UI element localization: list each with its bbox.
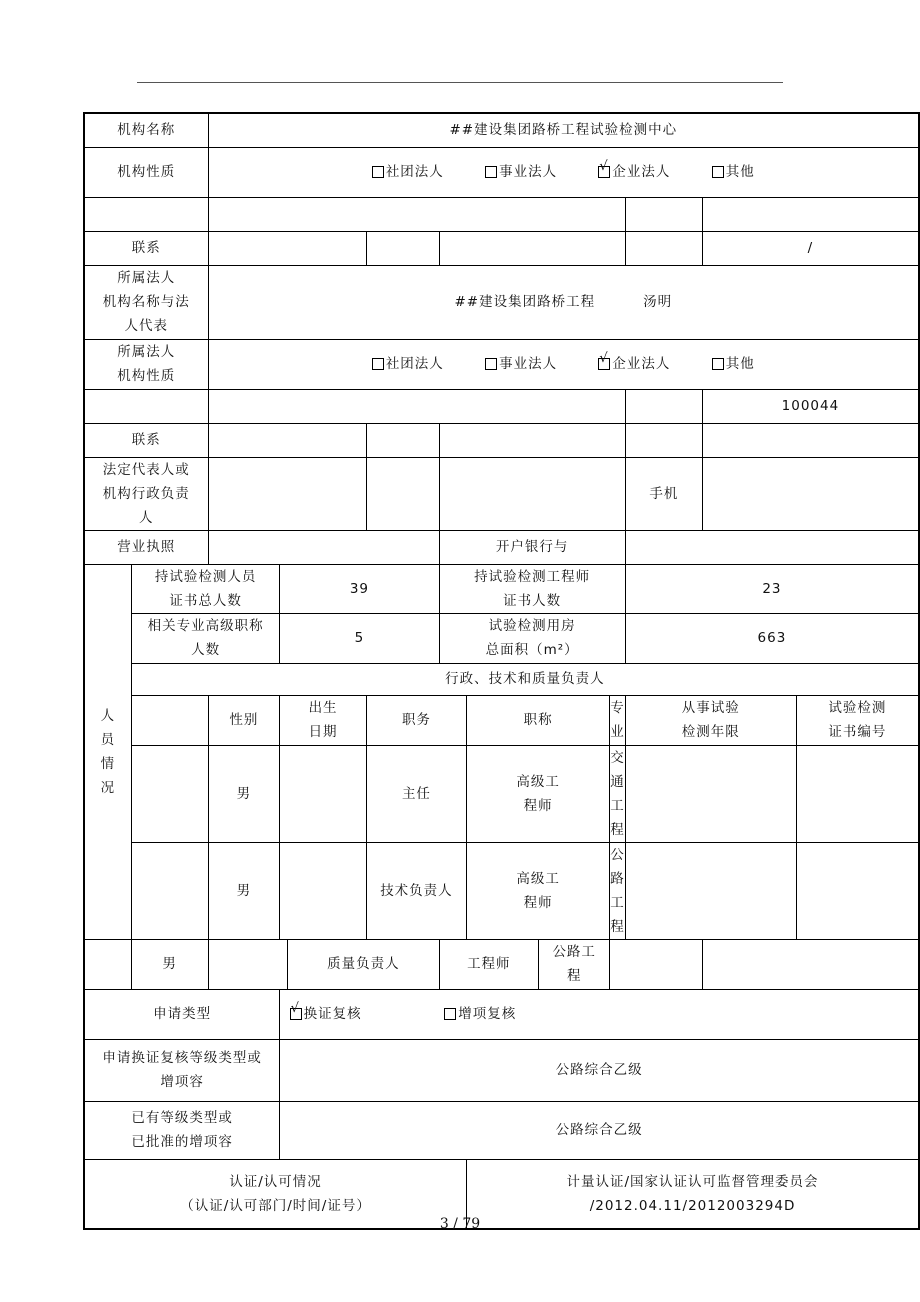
row-apply-grade: [84, 1039, 919, 1101]
legal-rep-name: [208, 457, 366, 530]
engineer-count-value: 23: [625, 564, 919, 613]
staff-section-label: 人 员 情 况: [84, 564, 131, 939]
phone-value: [439, 231, 625, 265]
cert-total-label: 持试验检测人员 证书总人数: [131, 564, 280, 613]
leader-years: [625, 745, 796, 842]
leader-birth: [208, 939, 288, 989]
org-nature-label: 机构性质: [84, 147, 208, 197]
leader-years: [625, 842, 796, 939]
row-parent-contact: [84, 423, 919, 457]
checkbox-icon: [372, 166, 384, 178]
phone-label: [366, 231, 439, 265]
org-name-value: ##建设集团路桥工程试验检测中心: [208, 113, 919, 147]
leader-major: 公路工 程: [610, 842, 626, 939]
existing-grade-label: 已有等级类型或 已批准的增项容: [84, 1101, 280, 1159]
row-contact: [84, 231, 919, 265]
contact-label: 联系: [84, 231, 208, 265]
row-existing-grade: [84, 1101, 919, 1159]
license-value: [208, 530, 439, 564]
parent-address-value: [208, 389, 625, 423]
area-value: 663: [625, 613, 919, 663]
parent-option-enterprise[interactable]: √ 企业法人: [598, 352, 670, 376]
parent-nature-label: 所属法人 机构性质: [84, 339, 208, 389]
parent-option-other[interactable]: 其他: [712, 352, 755, 376]
row-legal-rep: [84, 457, 919, 530]
address-value: [208, 197, 625, 231]
row-address: [84, 197, 919, 231]
checked-checkbox-icon: [598, 358, 610, 370]
table-row: [84, 939, 919, 989]
parent-contact-person: [208, 423, 366, 457]
address-label: [84, 197, 208, 231]
senior-count-label: 相关专业高级职称 人数: [131, 613, 280, 663]
mobile-value: [702, 457, 919, 530]
header-duty: 职务: [366, 695, 466, 745]
checked-checkbox-icon: [598, 166, 610, 178]
leader-birth: [280, 842, 366, 939]
parent-postcode-value: 100044: [702, 389, 919, 423]
legal-rep-title: [439, 457, 625, 530]
leader-name: [84, 939, 131, 989]
leader-major: 交通工 程: [610, 745, 626, 842]
header-gender: 性别: [208, 695, 280, 745]
header-years: 从事试验 检测年限: [625, 695, 796, 745]
engineer-count-label: 持试验检测工程师 证书人数: [439, 564, 625, 613]
header-title: 职称: [467, 695, 610, 745]
leader-cert-no: [702, 939, 919, 989]
parent-org-value: [208, 265, 919, 339]
bank-value: [625, 530, 919, 564]
nature-option-social[interactable]: 社团法人: [372, 160, 444, 184]
leader-years: [610, 939, 703, 989]
row-license: [84, 530, 919, 564]
mobile-label: 手机: [625, 457, 702, 530]
senior-count-value: 5: [280, 613, 439, 663]
leader-name: [131, 842, 208, 939]
leader-title: 高级工 程师: [467, 745, 610, 842]
apply-type-label: 申请类型: [84, 989, 280, 1039]
checkbox-icon: [485, 358, 497, 370]
table-row: [84, 745, 919, 842]
parent-postcode-label: [625, 389, 702, 423]
header-cert-no: 试验检测 证书编号: [796, 695, 919, 745]
parent-option-public[interactable]: 事业法人: [485, 352, 557, 376]
row-parent-address: [84, 389, 919, 423]
leader-duty: 质量负责人: [288, 939, 439, 989]
leader-duty: 技术负责人: [366, 842, 466, 939]
leader-name: [131, 745, 208, 842]
fax-label: [625, 231, 702, 265]
certification-label: 认证/认可情况 （认证/认可部门/时间/证号）: [84, 1159, 467, 1229]
apply-option-renewal[interactable]: √ 换证复核: [290, 1002, 362, 1026]
leader-title: 工程师: [439, 939, 539, 989]
header-birth: 出生 日期: [280, 695, 366, 745]
legal-rep-label: 法定代表人或 机构行政负责 人: [84, 457, 208, 530]
apply-grade-value: 公路综合乙级: [280, 1039, 919, 1101]
leader-gender: 男: [208, 745, 280, 842]
postcode-value: [702, 197, 919, 231]
checked-checkbox-icon: [290, 1008, 302, 1020]
parent-org-rep: 汤明: [643, 294, 673, 310]
certification-value: 计量认证/国家认证认可监督管理委员会 /2012.04.11/2012003294D: [467, 1159, 919, 1229]
parent-org-name: ##建设集团路桥工程: [454, 294, 596, 310]
apply-option-addition[interactable]: 增项复核: [444, 1002, 516, 1026]
parent-fax-label: [625, 423, 702, 457]
leaders-title: 行政、技术和质量负责人: [131, 663, 919, 695]
row-parent-org: [84, 265, 919, 339]
row-leaders-title: [84, 663, 919, 695]
license-label: 营业执照: [84, 530, 208, 564]
table-row: [84, 842, 919, 939]
application-form: [83, 112, 920, 1230]
org-name-label: 机构名称: [84, 113, 208, 147]
leader-birth: [280, 745, 366, 842]
contact-person: [208, 231, 366, 265]
apply-type-options: [280, 989, 919, 1039]
checkbox-icon: [712, 166, 724, 178]
checkbox-icon: [712, 358, 724, 370]
parent-fax-value: [702, 423, 919, 457]
nature-option-public[interactable]: 事业法人: [485, 160, 557, 184]
checkbox-icon: [372, 358, 384, 370]
parent-org-label: 所属法人 机构名称与法 人代表: [84, 265, 208, 339]
postcode-label: [625, 197, 702, 231]
cert-total-value: 39: [280, 564, 439, 613]
org-nature-options: [208, 147, 919, 197]
row-staff-certs: [84, 564, 919, 613]
leader-gender: 男: [208, 842, 280, 939]
header-major: 专业: [610, 695, 626, 745]
parent-phone-value: [439, 423, 625, 457]
leader-cert-no: [796, 745, 919, 842]
leader-title: 高级工 程师: [467, 842, 610, 939]
checkbox-icon: [444, 1008, 456, 1020]
leader-duty: 主任: [366, 745, 466, 842]
bank-label: 开户银行与: [439, 530, 625, 564]
leader-gender: 男: [131, 939, 208, 989]
fax-value: /: [702, 231, 919, 265]
row-apply-type: [84, 989, 919, 1039]
leader-major: 公路工 程: [539, 939, 610, 989]
nature-option-other[interactable]: 其他: [712, 160, 755, 184]
header-name: [131, 695, 208, 745]
header-rule: [137, 82, 783, 83]
row-org-nature: [84, 147, 919, 197]
nature-option-enterprise[interactable]: √ 企业法人: [598, 160, 670, 184]
row-parent-nature: [84, 339, 919, 389]
existing-grade-value: 公路综合乙级: [280, 1101, 919, 1159]
row-org-name: [84, 113, 919, 147]
page-number: 3 / 79: [439, 1216, 481, 1232]
leader-cert-no: [796, 842, 919, 939]
row-staff-senior: [84, 613, 919, 663]
parent-option-social[interactable]: 社团法人: [372, 352, 444, 376]
checkbox-icon: [485, 166, 497, 178]
apply-grade-label: 申请换证复核等级类型或 增项容: [84, 1039, 280, 1101]
parent-address-label: [84, 389, 208, 423]
parent-nature-options: [208, 339, 919, 389]
legal-rep-title-label: [366, 457, 439, 530]
row-leaders-header: [84, 695, 919, 745]
parent-contact-label: 联系: [84, 423, 208, 457]
parent-phone-label: [366, 423, 439, 457]
area-label: 试验检测用房 总面积（m²）: [439, 613, 625, 663]
